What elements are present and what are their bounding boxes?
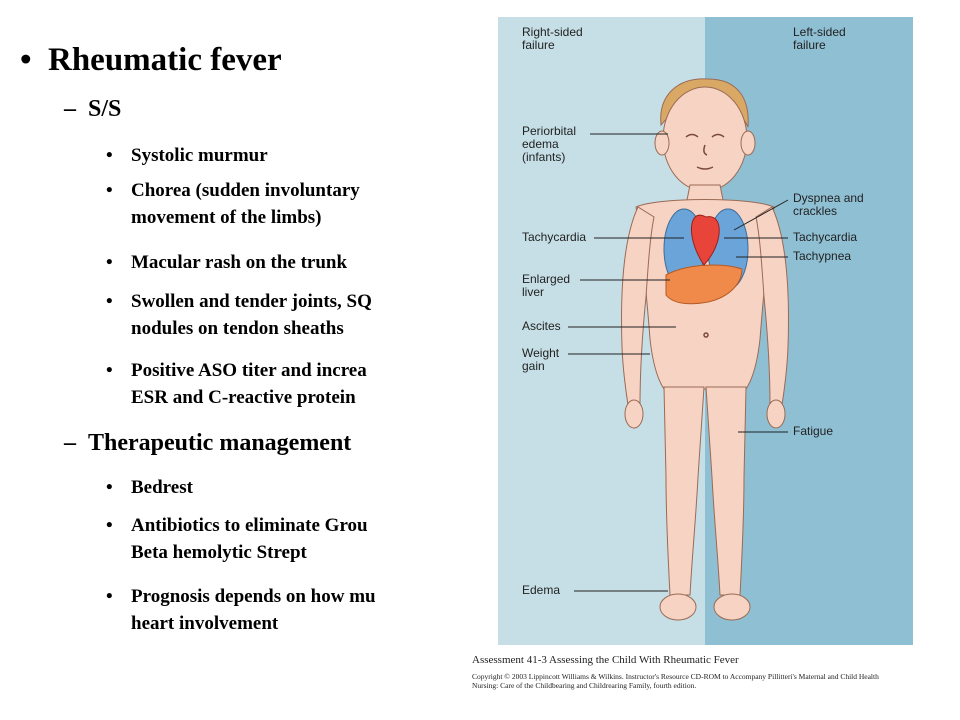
left-foot [660, 594, 696, 620]
item-bullet: • [106, 291, 113, 312]
label-tachypnea: Tachypnea [793, 249, 852, 263]
item-bullet: • [106, 252, 113, 273]
heading-dash: – [64, 430, 76, 456]
item-line: Antibiotics to eliminate Grou [131, 515, 368, 536]
right-hand [767, 400, 785, 428]
figure-header-right-sided: Right-sided failure [522, 25, 583, 52]
title-bullet: • [20, 42, 32, 78]
item-bullet: • [106, 145, 113, 166]
item-line: Bedrest [131, 477, 193, 498]
item-line: movement of the limbs) [131, 207, 322, 228]
label-tachycardia-left: Tachycardia [793, 230, 858, 244]
caption-copyright: Copyright © 2003 Lippincott Williams & Wilkins. Instructor's Resource CD-ROM to Accompany Pillitteri's Maternal and Child Health Nursing: Care of the Childbearing and Childrearing Family, fourth edition. [472, 672, 879, 690]
right-ear [741, 131, 755, 155]
item-bullet: • [106, 180, 113, 201]
item-line: Systolic murmur [131, 145, 268, 166]
item-line: ESR and C-reactive protein [131, 387, 356, 408]
label-ascites: Ascites [522, 319, 561, 333]
item-line: Swollen and tender joints, SQ [131, 291, 372, 312]
item-line: Beta hemolytic Strept [131, 542, 307, 563]
item-line: Chorea (sudden involuntary [131, 180, 360, 201]
item-bullet: • [106, 515, 113, 536]
right-leg [706, 387, 746, 595]
label-edema: Edema [522, 583, 561, 597]
item-bullet: • [106, 586, 113, 607]
label-periorbital-edema: Periorbital edema (infants) [522, 124, 577, 164]
right-foot [714, 594, 750, 620]
label-dyspnea-crackles: Dyspnea and crackles [793, 191, 864, 218]
label-tachycardia-right: Tachycardia [522, 230, 587, 244]
item-line: Macular rash on the trunk [131, 252, 348, 273]
item-line: Positive ASO titer and increa [131, 360, 367, 381]
left-hand [625, 400, 643, 428]
item-line: nodules on tendon sheaths [131, 318, 344, 339]
label-weight-gain: Weight gain [522, 346, 560, 373]
figure-header-left-sided: Left-sided failure [793, 25, 846, 52]
left-ear [655, 131, 669, 155]
item-bullet: • [106, 477, 113, 498]
caption-title: Assessment 41-3 Assessing the Child With Rheumatic Fever [472, 654, 739, 666]
heading-text: S/S [88, 96, 122, 122]
slide-text-area [0, 0, 472, 720]
label-fatigue: Fatigue [793, 424, 834, 438]
left-leg [664, 387, 704, 595]
rheumatic-fever-illustration [498, 17, 913, 645]
figure-caption [472, 654, 912, 690]
title-text: Rheumatic fever [48, 42, 282, 78]
heading-text: Therapeutic management [88, 430, 352, 456]
head [663, 87, 747, 191]
item-bullet: • [106, 360, 113, 381]
item-line: Prognosis depends on how mu [131, 586, 376, 607]
heading-dash: – [64, 96, 76, 122]
item-line: heart involvement [131, 613, 279, 634]
label-enlarged-liver: Enlarged liver [522, 272, 571, 299]
